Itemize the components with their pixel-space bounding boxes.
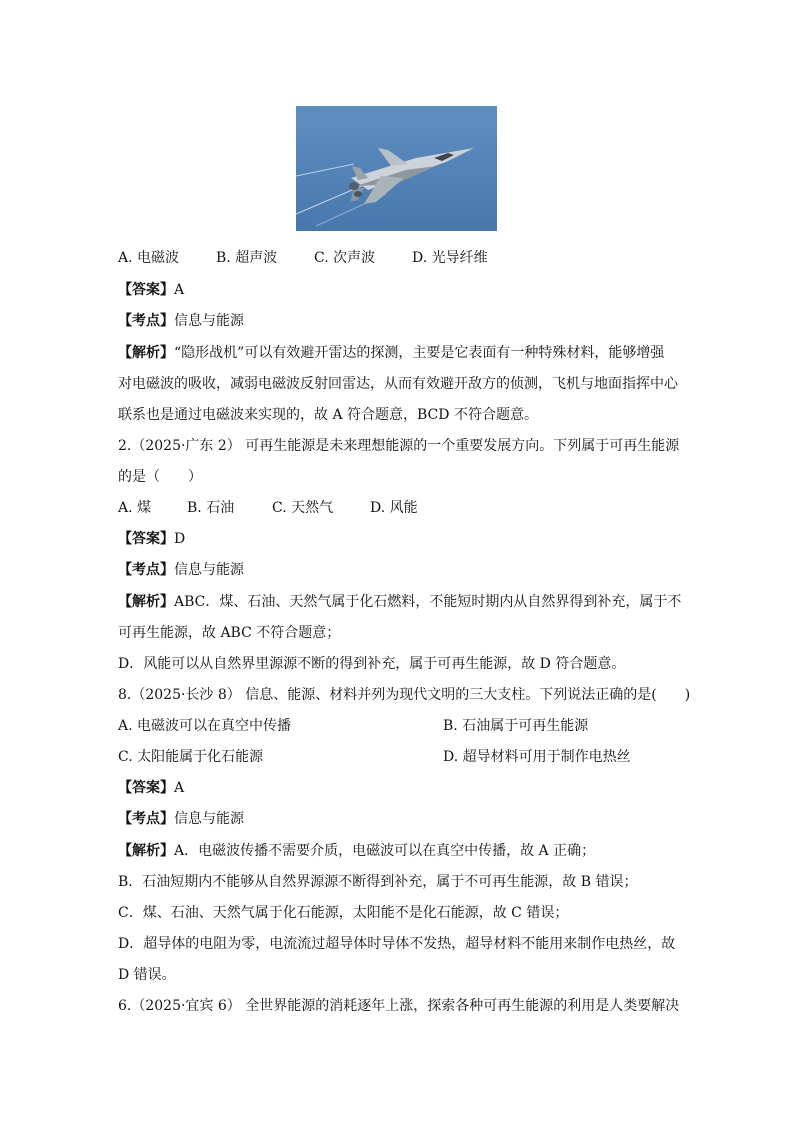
q8-analysis-line: C．煤、石油、天然气属于化石能源，太阳能不是化石能源，故 C 错误； (118, 905, 569, 921)
q2-analysis-line (118, 593, 681, 611)
analysis-tag: 【解析】 (118, 843, 174, 859)
q2-stem: 的是（ ） (118, 469, 202, 485)
q2-topic (118, 561, 244, 579)
topic-tag: 【考点】 (118, 562, 174, 578)
answer-value: A (174, 282, 185, 298)
q8-topic (118, 810, 244, 828)
q2-stem: 2.（2025·广东 2） 可再生能源是未来理想能源的一个重要发展方向。下列属于可再生能源 (118, 438, 680, 454)
topic-value: 信息与能源 (174, 811, 244, 827)
topic-value: 信息与能源 (174, 313, 244, 329)
fighter-jet-icon (296, 106, 497, 231)
q8-option-b: B. 石油属于可再生能源 (443, 718, 589, 734)
q1-analysis-line (118, 344, 664, 362)
q8-analysis-line: B．石油短期内不能够从自然界源源不断得到补充，属于不可再生能源，故 B 错误； (118, 874, 638, 890)
fighter-jet-photo (296, 106, 497, 231)
q1-analysis-line: 联系也是通过电磁波来实现的，故 A 符合题意，BCD 不符合题意。 (118, 407, 538, 423)
answer-value: A (174, 780, 185, 796)
q2-option-c: C. 天然气 (272, 500, 334, 516)
q8-analysis-line (118, 842, 595, 860)
q2-option-a: A. 煤 (118, 500, 152, 516)
topic-tag: 【考点】 (118, 811, 174, 827)
q6-stem: 6.（2025·宜宾 6） 全世界能源的消耗逐年上涨，探索各种可再生能源的利用是人类要解决 (118, 998, 680, 1014)
answer-value: D (174, 531, 186, 547)
q2-option-d: D. 风能 (370, 500, 418, 516)
answer-tag: 【答案】 (118, 780, 174, 796)
q1-analysis-line: 对电磁波的吸收，减弱电磁波反射回雷达，从而有效避开敌方的侦测，飞机与地面指挥中心 (118, 376, 678, 392)
q1-answer (118, 281, 184, 299)
q1-topic (118, 312, 244, 330)
q1-option-c: C. 次声波 (314, 250, 376, 266)
analysis-text: A．电磁波传播不需要介质，电磁波可以在真空中传播，故 A 正确； (174, 843, 596, 859)
q8-option-d: D. 超导材料可用于制作电热丝 (443, 749, 631, 765)
q8-answer (118, 779, 184, 797)
q2-analysis-line: 可再生能源，故 ABC 不符合题意； (118, 625, 341, 641)
q1-option-a: A. 电磁波 (118, 250, 180, 266)
q2-answer (118, 530, 185, 548)
analysis-text: ABC．煤、石油、天然气属于化石燃料，不能短时期内从自然界得到补充，属于不 (174, 594, 682, 610)
analysis-tag: 【解析】 (118, 345, 174, 361)
q1-option-d: D. 光导纤维 (412, 250, 488, 266)
answer-tag: 【答案】 (118, 282, 174, 298)
q8-analysis-line: D 错误。 (118, 967, 176, 983)
topic-tag: 【考点】 (118, 313, 174, 329)
analysis-tag: 【解析】 (118, 594, 174, 610)
answer-tag: 【答案】 (118, 531, 174, 547)
analysis-text: “隐形战机”可以有效避开雷达的探测，主要是它表面有一种特殊材料，能够增强 (174, 345, 665, 361)
q8-option-a: A. 电磁波可以在真空中传播 (118, 718, 292, 734)
q8-analysis-line: D．超导体的电阻为零，电流流过超导体时导体不发热，超导材料不能用来制作电热丝，故 (118, 936, 676, 952)
q8-stem: 8.（2025·长沙 8） 信息、能源、材料并列为现代文明的三大支柱。下列说法正确的是( ) (118, 687, 691, 703)
q2-option-b: B. 石油 (187, 500, 235, 516)
q8-option-c: C. 太阳能属于化石能源 (118, 749, 264, 765)
q2-analysis-line: D．风能可以从自然界里源源不断的得到补充，属于可再生能源，故 D 符合题意。 (118, 656, 626, 672)
topic-value: 信息与能源 (174, 562, 244, 578)
q1-option-b: B. 超声波 (216, 250, 278, 266)
